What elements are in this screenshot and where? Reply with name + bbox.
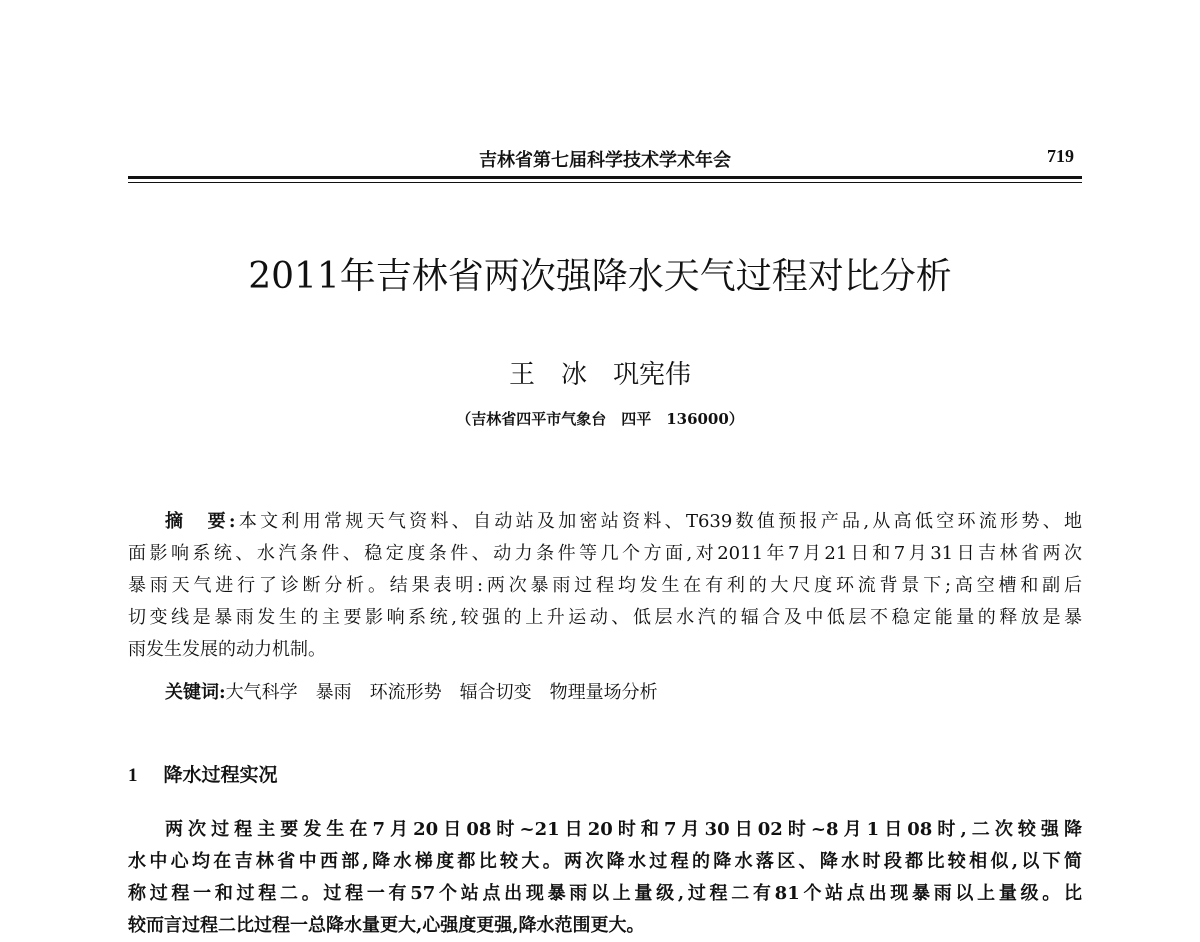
- abstract: [128, 506, 1082, 666]
- running-header: [128, 146, 1082, 170]
- section-number: 1: [128, 765, 138, 786]
- keywords-list: 大气科学 暴雨 环流形势 辐合切变 物理量场分析: [225, 682, 658, 703]
- header-rule-thick: [128, 176, 1082, 179]
- abstract-line: [128, 506, 1082, 538]
- authors: 王 冰 巩宪伟: [508, 360, 691, 390]
- section-body: [128, 814, 1082, 942]
- abstract-line: 雨发生发展的动力机制。: [128, 639, 326, 660]
- paper-title: 2011年吉林省两次强降水天气过程对比分析: [248, 256, 952, 297]
- page-number: 719: [1047, 146, 1074, 166]
- body-line: 两次过程主要发生在7月20日08时~21日20时和7月30日02时~8月1日08时,二次较强降: [165, 819, 1082, 840]
- conference-name: 吉林省第七届科学技术学术年会: [479, 150, 731, 171]
- affiliation: （吉林省四平市气象台 四平 136000）: [456, 410, 744, 428]
- section-title: 降水过程实况: [163, 764, 278, 786]
- abstract-label: 摘 要:: [165, 511, 236, 532]
- abstract-line: 暴雨天气进行了诊断分析。结果表明:两次暴雨过程均发生在有利的大尺度环流背景下;高空槽和副后: [128, 575, 1082, 596]
- abstract-line: 面影响系统、水汽条件、稳定度条件、动力条件等几个方面,对2011年7月21日和7月31日吉林省两次: [128, 543, 1082, 564]
- body-line: 水中心均在吉林省中西部,降水梯度都比较大。两次降水过程的降水落区、降水时段都比较相似,以下简: [128, 851, 1082, 872]
- body-line: 较而言过程二比过程一总降水量更大,心强度更强,降水范围更大。: [128, 915, 645, 936]
- abstract-line: 切变线是暴雨发生的主要影响系统,较强的上升运动、低层水汽的辐合及中低层不稳定能量的释放是暴: [128, 607, 1082, 628]
- abstract-text: 本文利用常规天气资料、自动站及加密站资料、T639数值预报产品,从高低空环流形势、地: [235, 511, 1082, 532]
- keywords-label: 关键词:: [165, 682, 226, 703]
- header-rule-thin: [128, 182, 1082, 183]
- section-heading: [128, 760, 278, 787]
- body-line: 称过程一和过程二。过程一有57个站点出现暴雨以上量级,过程二有81个站点出现暴雨以上量级。比: [128, 883, 1082, 904]
- keywords: [165, 678, 658, 704]
